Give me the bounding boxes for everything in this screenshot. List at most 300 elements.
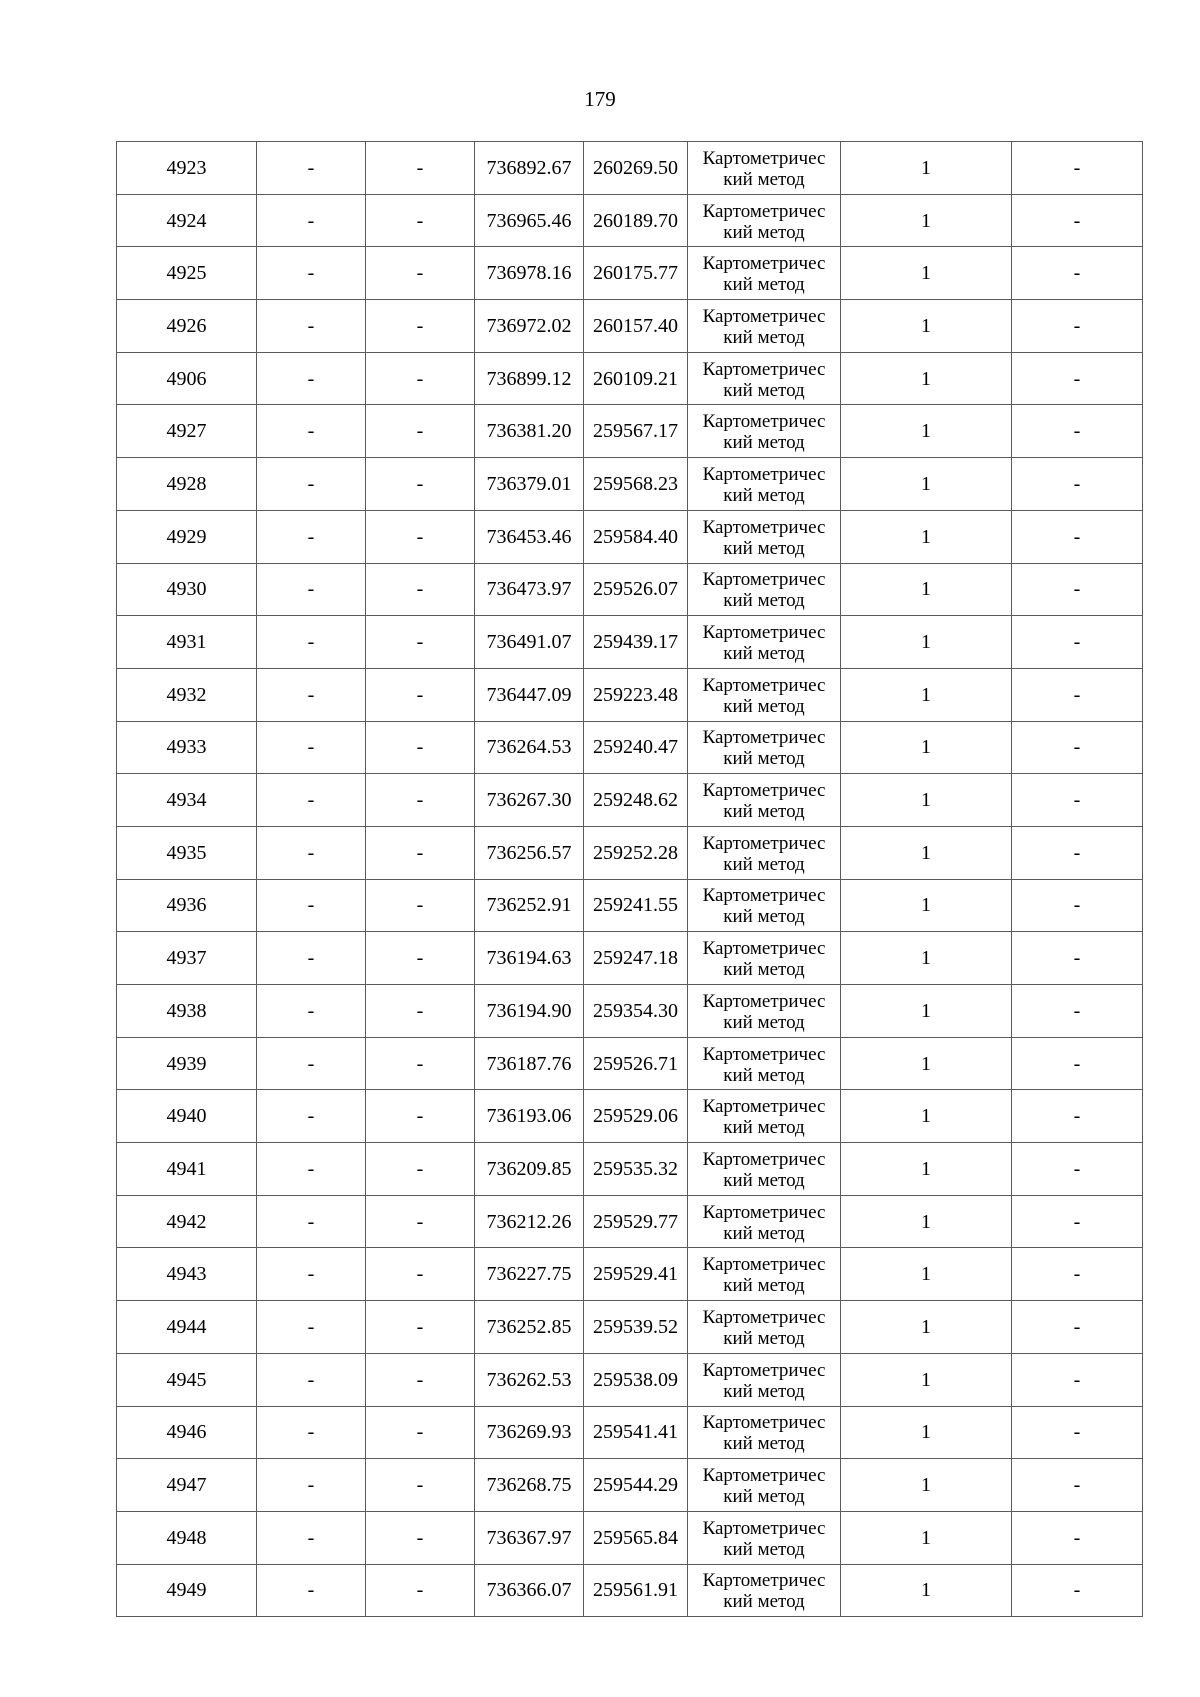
y-coordinate-cell: 259526.07 [584, 563, 688, 616]
empty-dash-cell: - [257, 405, 366, 458]
table-row [117, 1090, 1143, 1143]
empty-dash-cell: - [257, 1195, 366, 1248]
method-label-line1: Картометричес [702, 990, 826, 1012]
accuracy-cell: 1 [841, 826, 1012, 879]
empty-dash-cell: - [1012, 985, 1143, 1038]
empty-dash-cell: - [257, 879, 366, 932]
x-coordinate-cell: 736965.46 [475, 194, 584, 247]
method-cell [688, 300, 841, 353]
point-number-cell: 4940 [117, 1090, 257, 1143]
empty-dash-cell: - [366, 458, 475, 511]
empty-dash-cell: - [366, 563, 475, 616]
empty-dash-cell: - [257, 352, 366, 405]
method-label-line2: кий метод [723, 748, 805, 770]
empty-dash-cell: - [366, 1037, 475, 1090]
method-label-line2: кий метод [723, 537, 805, 559]
empty-dash-cell: - [257, 1301, 366, 1354]
method-cell [688, 879, 841, 932]
empty-dash-cell: - [257, 1248, 366, 1301]
method-label-line1: Картометричес [702, 832, 826, 854]
point-number-cell: 4938 [117, 985, 257, 1038]
empty-dash-cell: - [366, 985, 475, 1038]
empty-dash-cell: - [1012, 142, 1143, 195]
y-coordinate-cell: 259567.17 [584, 405, 688, 458]
accuracy-cell: 1 [841, 932, 1012, 985]
method-label-line1: Картометричес [702, 1465, 826, 1487]
method-cell [688, 668, 841, 721]
method-label-line2: кий метод [723, 801, 805, 823]
empty-dash-cell: - [366, 1564, 475, 1617]
method-cell [688, 774, 841, 827]
table-row [117, 774, 1143, 827]
method-label-line1: Картометричес [702, 200, 826, 222]
x-coordinate-cell: 736252.91 [475, 879, 584, 932]
y-coordinate-cell: 259529.06 [584, 1090, 688, 1143]
point-number-cell: 4927 [117, 405, 257, 458]
empty-dash-cell: - [1012, 932, 1143, 985]
table-row [117, 300, 1143, 353]
x-coordinate-cell: 736256.57 [475, 826, 584, 879]
y-coordinate-cell: 260175.77 [584, 247, 688, 300]
x-coordinate-cell: 736212.26 [475, 1195, 584, 1248]
method-label-line2: кий метод [723, 1538, 805, 1560]
method-label-line1: Картометричес [702, 1359, 826, 1381]
empty-dash-cell: - [1012, 247, 1143, 300]
point-number-cell: 4931 [117, 616, 257, 669]
method-cell [688, 563, 841, 616]
method-label-line1: Картометричес [702, 1412, 826, 1434]
accuracy-cell: 1 [841, 247, 1012, 300]
table-row [117, 1459, 1143, 1512]
table-row [117, 194, 1143, 247]
method-label-line2: кий метод [723, 274, 805, 296]
point-number-cell: 4933 [117, 721, 257, 774]
x-coordinate-cell: 736491.07 [475, 616, 584, 669]
x-coordinate-cell: 736367.97 [475, 1511, 584, 1564]
empty-dash-cell: - [366, 1090, 475, 1143]
y-coordinate-cell: 259223.48 [584, 668, 688, 721]
empty-dash-cell: - [257, 774, 366, 827]
x-coordinate-cell: 736194.90 [475, 985, 584, 1038]
accuracy-cell: 1 [841, 1143, 1012, 1196]
table-row [117, 1195, 1143, 1248]
empty-dash-cell: - [1012, 563, 1143, 616]
accuracy-cell: 1 [841, 1353, 1012, 1406]
empty-dash-cell: - [257, 1459, 366, 1512]
y-coordinate-cell: 260109.21 [584, 352, 688, 405]
x-coordinate-cell: 736209.85 [475, 1143, 584, 1196]
empty-dash-cell: - [1012, 1037, 1143, 1090]
table-row [117, 1564, 1143, 1617]
empty-dash-cell: - [1012, 510, 1143, 563]
accuracy-cell: 1 [841, 879, 1012, 932]
empty-dash-cell: - [1012, 1248, 1143, 1301]
method-label-line1: Картометричес [702, 727, 826, 749]
y-coordinate-cell: 259240.47 [584, 721, 688, 774]
accuracy-cell: 1 [841, 405, 1012, 458]
point-number-cell: 4906 [117, 352, 257, 405]
method-cell [688, 405, 841, 458]
method-cell [688, 721, 841, 774]
y-coordinate-cell: 259529.77 [584, 1195, 688, 1248]
point-number-cell: 4932 [117, 668, 257, 721]
method-cell [688, 194, 841, 247]
method-label-line2: кий метод [723, 1064, 805, 1086]
empty-dash-cell: - [257, 142, 366, 195]
table-row [117, 721, 1143, 774]
empty-dash-cell: - [366, 405, 475, 458]
method-label-line1: Картометричес [702, 1043, 826, 1065]
y-coordinate-cell: 259439.17 [584, 616, 688, 669]
empty-dash-cell: - [366, 142, 475, 195]
table-row [117, 1511, 1143, 1564]
table-row [117, 985, 1143, 1038]
accuracy-cell: 1 [841, 458, 1012, 511]
empty-dash-cell: - [366, 1406, 475, 1459]
y-coordinate-cell: 259535.32 [584, 1143, 688, 1196]
accuracy-cell: 1 [841, 352, 1012, 405]
method-label-line1: Картометричес [702, 147, 826, 169]
x-coordinate-cell: 736453.46 [475, 510, 584, 563]
point-number-cell: 4944 [117, 1301, 257, 1354]
accuracy-cell: 1 [841, 616, 1012, 669]
x-coordinate-cell: 736264.53 [475, 721, 584, 774]
empty-dash-cell: - [257, 668, 366, 721]
method-label-line2: кий метод [723, 1011, 805, 1033]
point-number-cell: 4939 [117, 1037, 257, 1090]
empty-dash-cell: - [257, 1090, 366, 1143]
method-label-line2: кий метод [723, 1222, 805, 1244]
method-label-line2: кий метод [723, 326, 805, 348]
table-row [117, 247, 1143, 300]
empty-dash-cell: - [366, 616, 475, 669]
method-label-line1: Картометричес [702, 1254, 826, 1276]
table-row [117, 458, 1143, 511]
table-row [117, 142, 1143, 195]
point-number-cell: 4945 [117, 1353, 257, 1406]
method-label-line1: Картометричес [702, 938, 826, 960]
method-label-line1: Картометричес [702, 305, 826, 327]
method-label-line2: кий метод [723, 1486, 805, 1508]
accuracy-cell: 1 [841, 1511, 1012, 1564]
table-row [117, 1406, 1143, 1459]
empty-dash-cell: - [257, 300, 366, 353]
method-label-line1: Картометричес [702, 1096, 826, 1118]
accuracy-cell: 1 [841, 1195, 1012, 1248]
method-label-line1: Картометричес [702, 885, 826, 907]
empty-dash-cell: - [366, 1195, 475, 1248]
x-coordinate-cell: 736892.67 [475, 142, 584, 195]
table-row [117, 510, 1143, 563]
empty-dash-cell: - [1012, 1090, 1143, 1143]
method-label-line1: Картометричес [702, 411, 826, 433]
accuracy-cell: 1 [841, 563, 1012, 616]
method-cell [688, 826, 841, 879]
method-label-line2: кий метод [723, 379, 805, 401]
y-coordinate-cell: 259565.84 [584, 1511, 688, 1564]
x-coordinate-cell: 736227.75 [475, 1248, 584, 1301]
empty-dash-cell: - [366, 668, 475, 721]
method-label-line2: кий метод [723, 1433, 805, 1455]
x-coordinate-cell: 736269.93 [475, 1406, 584, 1459]
method-label-line1: Картометричес [702, 1570, 826, 1592]
table-row [117, 1248, 1143, 1301]
table-row [117, 826, 1143, 879]
empty-dash-cell: - [1012, 1459, 1143, 1512]
method-label-line2: кий метод [723, 1591, 805, 1613]
method-label-line1: Картометричес [702, 622, 826, 644]
method-label-line1: Картометричес [702, 516, 826, 538]
table-row [117, 1037, 1143, 1090]
method-label-line2: кий метод [723, 168, 805, 190]
empty-dash-cell: - [366, 1248, 475, 1301]
method-cell [688, 1248, 841, 1301]
empty-dash-cell: - [257, 932, 366, 985]
method-cell [688, 1037, 841, 1090]
method-label-line1: Картометричес [702, 1517, 826, 1539]
method-label-line2: кий метод [723, 1327, 805, 1349]
point-number-cell: 4925 [117, 247, 257, 300]
accuracy-cell: 1 [841, 985, 1012, 1038]
point-number-cell: 4941 [117, 1143, 257, 1196]
method-label-line2: кий метод [723, 1275, 805, 1297]
method-label-line2: кий метод [723, 432, 805, 454]
empty-dash-cell: - [366, 721, 475, 774]
point-number-cell: 4943 [117, 1248, 257, 1301]
method-label-line1: Картометричес [702, 674, 826, 696]
empty-dash-cell: - [257, 1564, 366, 1617]
table-row [117, 668, 1143, 721]
empty-dash-cell: - [257, 1143, 366, 1196]
table-row [117, 932, 1143, 985]
point-number-cell: 4934 [117, 774, 257, 827]
empty-dash-cell: - [1012, 1301, 1143, 1354]
accuracy-cell: 1 [841, 510, 1012, 563]
point-number-cell: 4946 [117, 1406, 257, 1459]
empty-dash-cell: - [1012, 826, 1143, 879]
empty-dash-cell: - [1012, 1564, 1143, 1617]
empty-dash-cell: - [366, 1511, 475, 1564]
empty-dash-cell: - [257, 985, 366, 1038]
y-coordinate-cell: 260157.40 [584, 300, 688, 353]
empty-dash-cell: - [257, 194, 366, 247]
x-coordinate-cell: 736268.75 [475, 1459, 584, 1512]
empty-dash-cell: - [257, 721, 366, 774]
x-coordinate-cell: 736262.53 [475, 1353, 584, 1406]
empty-dash-cell: - [366, 932, 475, 985]
empty-dash-cell: - [1012, 405, 1143, 458]
x-coordinate-cell: 736194.63 [475, 932, 584, 985]
point-number-cell: 4935 [117, 826, 257, 879]
method-cell [688, 616, 841, 669]
empty-dash-cell: - [366, 1301, 475, 1354]
empty-dash-cell: - [366, 774, 475, 827]
y-coordinate-cell: 259526.71 [584, 1037, 688, 1090]
empty-dash-cell: - [257, 1353, 366, 1406]
empty-dash-cell: - [1012, 458, 1143, 511]
y-coordinate-cell: 259544.29 [584, 1459, 688, 1512]
point-number-cell: 4942 [117, 1195, 257, 1248]
method-cell [688, 1406, 841, 1459]
empty-dash-cell: - [366, 352, 475, 405]
method-label-line2: кий метод [723, 959, 805, 981]
x-coordinate-cell: 736267.30 [475, 774, 584, 827]
empty-dash-cell: - [1012, 300, 1143, 353]
method-label-line1: Картометричес [702, 569, 826, 591]
table-body [117, 142, 1143, 1617]
point-number-cell: 4926 [117, 300, 257, 353]
method-cell [688, 142, 841, 195]
point-number-cell: 4930 [117, 563, 257, 616]
method-cell [688, 458, 841, 511]
empty-dash-cell: - [257, 510, 366, 563]
empty-dash-cell: - [257, 458, 366, 511]
method-label-line2: кий метод [723, 1169, 805, 1191]
method-cell [688, 247, 841, 300]
y-coordinate-cell: 259252.28 [584, 826, 688, 879]
table-row [117, 1143, 1143, 1196]
method-label-line1: Картометричес [702, 780, 826, 802]
accuracy-cell: 1 [841, 1406, 1012, 1459]
table-row [117, 352, 1143, 405]
table-row [117, 563, 1143, 616]
empty-dash-cell: - [366, 300, 475, 353]
x-coordinate-cell: 736899.12 [475, 352, 584, 405]
x-coordinate-cell: 736252.85 [475, 1301, 584, 1354]
accuracy-cell: 1 [841, 142, 1012, 195]
accuracy-cell: 1 [841, 1090, 1012, 1143]
point-number-cell: 4947 [117, 1459, 257, 1512]
method-cell [688, 1459, 841, 1512]
accuracy-cell: 1 [841, 1248, 1012, 1301]
y-coordinate-cell: 259541.41 [584, 1406, 688, 1459]
method-label-line1: Картометричес [702, 358, 826, 380]
method-cell [688, 1511, 841, 1564]
table-row [117, 1353, 1143, 1406]
method-cell [688, 1353, 841, 1406]
method-label-line1: Картометричес [702, 1306, 826, 1328]
method-label-line2: кий метод [723, 695, 805, 717]
y-coordinate-cell: 259529.41 [584, 1248, 688, 1301]
method-label-line2: кий метод [723, 853, 805, 875]
y-coordinate-cell: 259354.30 [584, 985, 688, 1038]
empty-dash-cell: - [1012, 774, 1143, 827]
y-coordinate-cell: 260189.70 [584, 194, 688, 247]
empty-dash-cell: - [1012, 1195, 1143, 1248]
accuracy-cell: 1 [841, 1301, 1012, 1354]
empty-dash-cell: - [366, 826, 475, 879]
empty-dash-cell: - [257, 563, 366, 616]
empty-dash-cell: - [1012, 1353, 1143, 1406]
empty-dash-cell: - [1012, 352, 1143, 405]
empty-dash-cell: - [1012, 1511, 1143, 1564]
method-cell [688, 1090, 841, 1143]
x-coordinate-cell: 736447.09 [475, 668, 584, 721]
method-cell [688, 1564, 841, 1617]
method-label-line2: кий метод [723, 221, 805, 243]
table-row [117, 1301, 1143, 1354]
empty-dash-cell: - [1012, 668, 1143, 721]
method-cell [688, 985, 841, 1038]
accuracy-cell: 1 [841, 1037, 1012, 1090]
accuracy-cell: 1 [841, 721, 1012, 774]
y-coordinate-cell: 259247.18 [584, 932, 688, 985]
empty-dash-cell: - [257, 247, 366, 300]
empty-dash-cell: - [1012, 1406, 1143, 1459]
y-coordinate-cell: 260269.50 [584, 142, 688, 195]
accuracy-cell: 1 [841, 774, 1012, 827]
method-label-line1: Картометричес [702, 253, 826, 275]
point-number-cell: 4949 [117, 1564, 257, 1617]
point-number-cell: 4936 [117, 879, 257, 932]
point-number-cell: 4948 [117, 1511, 257, 1564]
empty-dash-cell: - [366, 1459, 475, 1512]
x-coordinate-cell: 736381.20 [475, 405, 584, 458]
x-coordinate-cell: 736972.02 [475, 300, 584, 353]
method-label-line1: Картометричес [702, 1201, 826, 1223]
x-coordinate-cell: 736193.06 [475, 1090, 584, 1143]
method-label-line2: кий метод [723, 484, 805, 506]
coordinates-table [116, 141, 1143, 1617]
empty-dash-cell: - [366, 1353, 475, 1406]
x-coordinate-cell: 736978.16 [475, 247, 584, 300]
method-label-line2: кий метод [723, 1380, 805, 1402]
method-label-line2: кий метод [723, 590, 805, 612]
method-label-line1: Картометричес [702, 1148, 826, 1170]
point-number-cell: 4923 [117, 142, 257, 195]
point-number-cell: 4928 [117, 458, 257, 511]
empty-dash-cell: - [366, 1143, 475, 1196]
empty-dash-cell: - [257, 1406, 366, 1459]
empty-dash-cell: - [257, 826, 366, 879]
accuracy-cell: 1 [841, 300, 1012, 353]
point-number-cell: 4937 [117, 932, 257, 985]
y-coordinate-cell: 259561.91 [584, 1564, 688, 1617]
method-cell [688, 1301, 841, 1354]
method-label-line2: кий метод [723, 906, 805, 928]
method-label-line2: кий метод [723, 1117, 805, 1139]
y-coordinate-cell: 259248.62 [584, 774, 688, 827]
y-coordinate-cell: 259241.55 [584, 879, 688, 932]
table-row [117, 879, 1143, 932]
empty-dash-cell: - [1012, 879, 1143, 932]
y-coordinate-cell: 259538.09 [584, 1353, 688, 1406]
y-coordinate-cell: 259584.40 [584, 510, 688, 563]
table-row [117, 405, 1143, 458]
empty-dash-cell: - [257, 616, 366, 669]
empty-dash-cell: - [1012, 616, 1143, 669]
empty-dash-cell: - [366, 194, 475, 247]
method-cell [688, 510, 841, 563]
point-number-cell: 4924 [117, 194, 257, 247]
empty-dash-cell: - [1012, 721, 1143, 774]
x-coordinate-cell: 736379.01 [475, 458, 584, 511]
method-cell [688, 1143, 841, 1196]
x-coordinate-cell: 736366.07 [475, 1564, 584, 1617]
x-coordinate-cell: 736187.76 [475, 1037, 584, 1090]
accuracy-cell: 1 [841, 668, 1012, 721]
empty-dash-cell: - [366, 879, 475, 932]
empty-dash-cell: - [257, 1511, 366, 1564]
method-cell [688, 1195, 841, 1248]
empty-dash-cell: - [1012, 1143, 1143, 1196]
accuracy-cell: 1 [841, 1459, 1012, 1512]
method-cell [688, 352, 841, 405]
y-coordinate-cell: 259539.52 [584, 1301, 688, 1354]
empty-dash-cell: - [366, 247, 475, 300]
empty-dash-cell: - [1012, 194, 1143, 247]
method-cell [688, 932, 841, 985]
